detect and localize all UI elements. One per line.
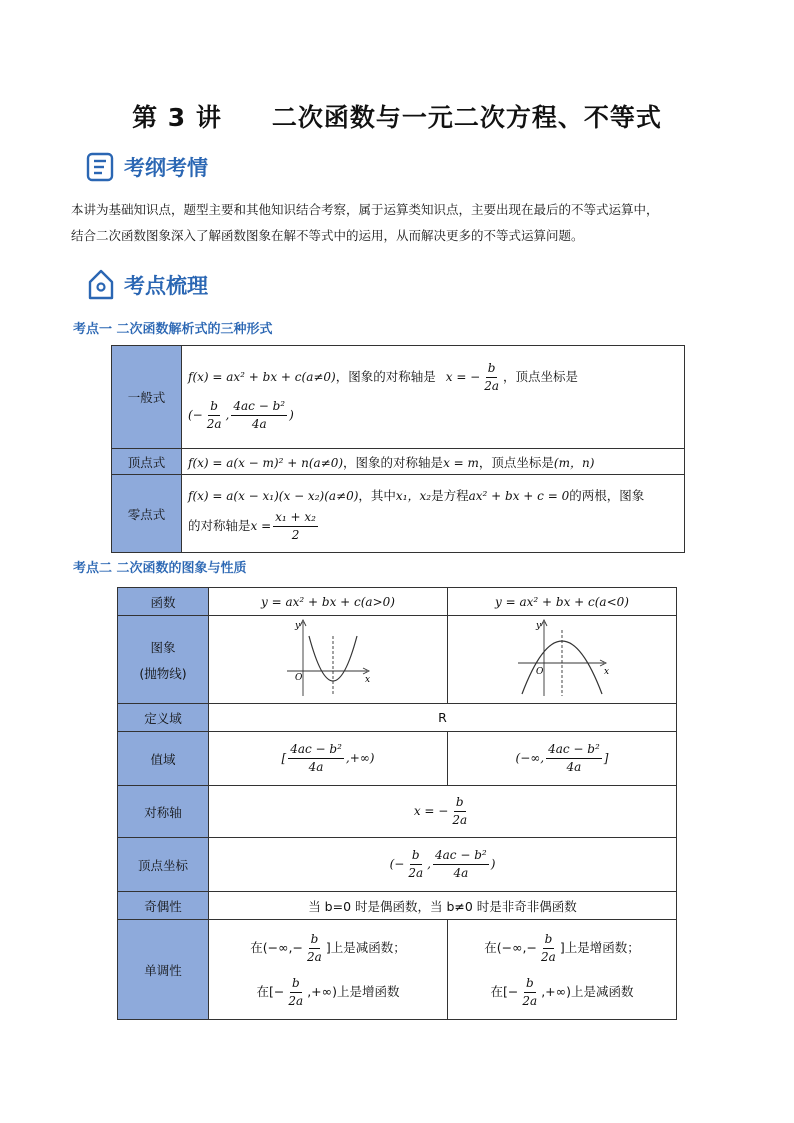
zero-roots: x₁，x₂ — [395, 488, 432, 503]
zero-tail: 的两根，图象 — [569, 487, 645, 503]
table-row — [112, 449, 685, 475]
graph-cell-upward — [209, 616, 448, 704]
table-row — [112, 475, 685, 553]
monotonicity-upward: 在(−∞,− $\frac{b}{2a}$ ]上是减函数； 在[− $\frac{b}{2a}$ ,+∞)上是增函数 — [209, 920, 448, 1020]
fraction: $\frac{b}{2a}$ — [307, 931, 322, 964]
table-row — [118, 892, 677, 920]
outline-list-icon — [86, 152, 116, 182]
range-upward: [ $\frac{\text{4ac − b²}}{4a}$ ,+∞) — [209, 732, 448, 786]
vertex-value: (− $\frac{b}{2a}$ , $\frac{\text{4ac − b²}}{4a}$ ) — [209, 838, 677, 892]
zero-eq: ax² + bx + c = 0 — [468, 488, 570, 503]
axis-value: x = − $\frac{b}{2a}$ — [209, 786, 677, 838]
knowledge-point-2-title: 考点二 二次函数的图象与性质 — [73, 561, 247, 576]
section-heading: 考点梳理 — [124, 274, 208, 298]
graph-label: 图象 — [150, 639, 176, 655]
fraction: $\frac{b}{2a}$ — [206, 398, 222, 431]
row-label: 值域 — [118, 732, 209, 786]
table-row — [118, 786, 677, 838]
col-header: y = ax² + bx + c(a<0) — [448, 588, 677, 616]
zero-eq-text: 是方程 — [431, 487, 469, 503]
table-row — [112, 346, 685, 449]
fraction: $\frac{b}{2a}$ — [484, 360, 500, 393]
row-label: 顶点式 — [112, 449, 182, 475]
general-expr: f(x) = ax² + bx + c(a≠0) — [188, 369, 336, 384]
table-row — [118, 704, 677, 732]
parabola-down-graph — [512, 616, 612, 700]
range-downward: (−∞, $\frac{\text{4ac − b²}}{4a}$ ] — [448, 732, 677, 786]
col-header: y = ax² + bx + c(a>0) — [209, 588, 448, 616]
fraction: $\frac{b}{2a}$ — [522, 975, 538, 1008]
fraction: $\frac{\text{4ac − b²}}{4a}$ — [435, 848, 487, 880]
row-label — [118, 616, 209, 704]
row-label: 顶点坐标 — [118, 838, 209, 892]
table-row — [118, 616, 677, 704]
axis-text: ，图象的对称轴是 — [343, 454, 444, 470]
y-axis-label: y — [536, 621, 542, 631]
x-axis-label: x — [604, 667, 610, 677]
axis-text: ，图象的对称轴是 — [335, 368, 436, 384]
analytic-forms-table — [111, 345, 685, 553]
section-heading: 考纲考情 — [124, 156, 208, 180]
zero-line2: 的对称轴是 — [188, 517, 251, 533]
page-title — [0, 98, 794, 134]
graph-cell-downward — [448, 616, 677, 704]
intro-line: 结合二次函数图象深入了解函数图象在解不等式中的运用，从而解决更多的不等式运算问题。 — [71, 228, 584, 243]
row-label: 零点式 — [112, 475, 182, 553]
y-axis-label: y — [295, 621, 301, 631]
vertex-text: ，顶点坐标是 — [478, 454, 554, 470]
axis-lhs: x = − — [445, 369, 481, 384]
axis-lhs: x = — [250, 518, 272, 533]
row-label: 单调性 — [118, 920, 209, 1020]
domain-value: R — [209, 704, 677, 732]
vertex-form-cell — [182, 449, 685, 475]
vertex-text: ，顶点坐标是 — [503, 368, 579, 384]
row-label: 函数 — [118, 588, 209, 616]
pin-icon — [86, 268, 116, 302]
parity-value: 当 b=0 时是偶函数，当 b≠0 时是非奇非偶函数 — [209, 892, 677, 920]
graph-sublabel: (抛物线) — [139, 665, 187, 681]
x-axis-label: x — [365, 675, 371, 685]
vertex-expr: f(x) = a(x − m)² + n(a≠0) — [188, 455, 344, 470]
vertex-point: (m，n) — [553, 455, 595, 470]
table-row — [118, 588, 677, 616]
fraction: $\frac{\text{4ac − b²}}{4a}$ — [548, 742, 600, 774]
table-row — [118, 920, 677, 1020]
fraction: $\frac{b}{2a}$ — [452, 795, 468, 827]
table-row — [118, 838, 677, 892]
intro-paragraph — [71, 197, 731, 249]
general-form-cell: f(x) = ax² + bx + c(a≠0)，图象的对称轴是 x = − $\frac{b}{2a}$ ，顶点坐标是 (− $\frac{b}{2a}$ , $\frac{\text{4ac − b²}}{4a}$ ) — [182, 346, 685, 449]
table-row — [118, 732, 677, 786]
section-knowledge-points — [86, 268, 208, 302]
origin-label: O — [536, 667, 544, 677]
fraction: $\frac{\text{x₁ + x₂}}{2}$ — [275, 509, 316, 542]
zero-mid-text: ，其中 — [358, 487, 396, 503]
section-exam-outline — [86, 152, 208, 182]
fraction: $\frac{\text{4ac − b²}}{4a}$ — [233, 398, 286, 431]
row-label: 奇偶性 — [118, 892, 209, 920]
axis-eq: x = m — [443, 455, 479, 470]
fraction: $\frac{\text{4ac − b²}}{4a}$ — [290, 742, 342, 774]
fraction: $\frac{b}{2a}$ — [408, 848, 424, 880]
lecture-topic: 二次函数与一元二次方程、不等式 — [271, 103, 662, 132]
lecture-number: 第 3 讲 — [132, 103, 222, 132]
monotonicity-downward: 在(−∞,− $\frac{b}{2a}$ ]上是增函数； 在[− $\frac{b}{2a}$ ,+∞)上是减函数 — [448, 920, 677, 1020]
parabola-up-graph — [283, 616, 373, 700]
properties-table — [117, 587, 677, 1020]
row-label: 定义域 — [118, 704, 209, 732]
knowledge-point-1-title: 考点一 二次函数解析式的三种形式 — [73, 322, 273, 337]
zero-expr: f(x) = a(x − x₁)(x − x₂)(a≠0) — [188, 488, 359, 503]
origin-label: O — [295, 673, 303, 683]
row-label: 对称轴 — [118, 786, 209, 838]
intro-line: 本讲为基础知识点，题型主要和其他知识结合考察，属于运算类知识点，主要出现在最后的不等式运算中， — [71, 202, 659, 217]
fraction: $\frac{b}{2a}$ — [541, 931, 556, 964]
zero-form-cell — [182, 475, 685, 553]
row-label: 一般式 — [112, 346, 182, 449]
fraction: $\frac{b}{2a}$ — [288, 975, 304, 1008]
